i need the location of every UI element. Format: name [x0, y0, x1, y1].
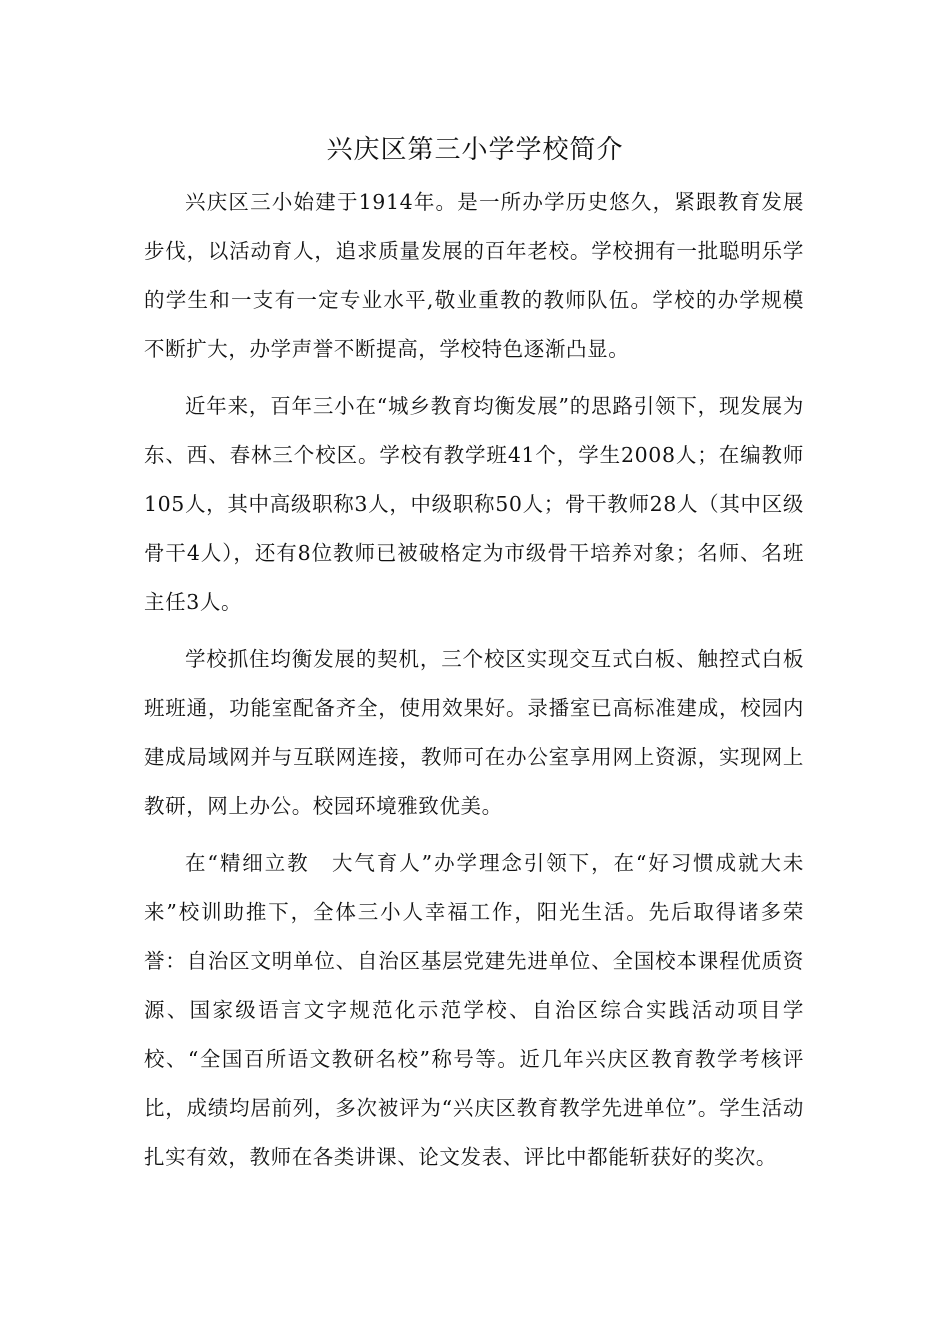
paragraph-honors: 在“精细立教 大气育人”办学理念引领下，在“好习惯成就大未来”校训助推下，全体三小人幸福工作，阳光生活。先后取得诸多荣誉：自治区文明单位、自治区基层党建先进单位、全国校本课程优质资源、国家级语言文字规范化示范学校、自治区综合实践活动项目学校、“全国百所语文教研名校”称号等。近几年兴庆区教育教学考核评比，成绩均居前列，多次被评为“兴庆区教育教学先进单位”。学生活动扎实有效，教师在各类讲课、论文发表、评比中都能斩获好的奖次。	[144, 851, 804, 1169]
paragraph-facilities: 学校抓住均衡发展的契机，三个校区实现交互式白板、触控式白板班班通，功能室配备齐全，使用效果好。录播室已高标准建成，校园内建成局域网并与互联网连接，教师可在办公室享用网上资源，实现网上教研，网上办公。校园环境雅致优美。	[144, 647, 804, 818]
document-body	[144, 178, 804, 1190]
paragraph-scale: 近年来，百年三小在“城乡教育均衡发展”的思路引领下，现发展为东、西、春林三个校区。学校有教学班41个，学生2008人；在编教师105人，其中高级职称3人，中级职称50人；骨干教师28人（其中区级骨干4人），还有8位教师已被破格定为市级骨干培养对象；名师、名班主任3人。	[144, 394, 804, 614]
document-title: 兴庆区第三小学学校简介	[326, 135, 624, 165]
paragraph-history: 兴庆区三小始建于1914年。是一所办学历史悠久，紧跟教育发展步伐，以活动育人，追求质量发展的百年老校。学校拥有一批聪明乐学的学生和一支有一定专业水平,敬业重教的教师队伍。学校的办学规模不断扩大，办学声誉不断提高，学校特色逐渐凸显。	[144, 190, 804, 361]
